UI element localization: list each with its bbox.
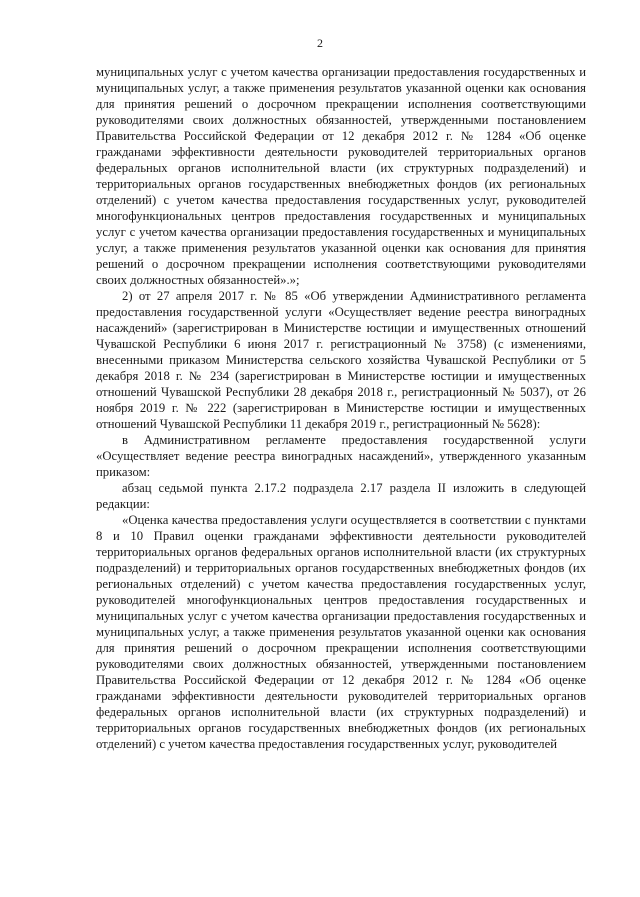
paragraph-order-85: 2) от 27 апреля 2017 г. № 85 «Об утверждении Административного регламента предоставления государственной услуги «Осуществляет ведение реестра виноградных насаждений» (зарегистрирован в Министерстве юстиции и имущественных отношений Чувашской Республики 6 июня 2017 г. регистрационный № 3758) (с изменениями, внесенными приказом Министерства сельского хозяйства Чувашской Республики от 5 декабря 2018 г. № 234 (зарегистрирован в Министерстве юстиции и имущественных отношений Чувашской Республики 28 декабря 2018 г., регистрационный № 5037), от 26 ноября 2019 г. № 222 (зарегистрирован в Министерстве юстиции и имущественных отношений Чувашской Республики 11 декабря 2019 г., регистрационный № 5628): — [96, 289, 586, 431]
paragraph-continuation: муниципальных услуг с учетом качества организации предоставления государственных и муниципальных услуг, а также применения результатов указанной оценки как основания для принятия решений о досрочном прекращении исполнения соответствующими руководителями своих должностных обязанностей, утвержденными постановлением Правительства Российской Федерации от 12 декабря 2012 г. № 1284 «Об оценке гражданами эффективности деятельности руководителей территориальных органов федеральных органов исполнительной власти (их структурных подразделений) и территориальных органов государственных внебюджетных фондов (их региональных отделений) с учетом качества предоставления государственных услуг, руководителей многофункциональных центров предоставления государственных и муниципальных услуг с учетом качества организации предоставления государственных и муниципальных услуг, а также применения результатов указанной оценки как основания для принятия решений о досрочном прекращении исполнения соответствующими руководителями своих должностных обязанностей».»; — [96, 65, 586, 287]
document-body — [96, 64, 586, 752]
page-number: 2 — [317, 36, 323, 50]
paragraph-new-wording: «Оценка качества предоставления услуги осуществляется в соответствии с пунктами 8 и 10 Правил оценки гражданами эффективности деятельности руководителей территориальных органов федеральных органов исполнительной власти (их структурных подразделений) и территориальных органов государственных внебюджетных фондов (их региональных отделений) с учетом качества предоставления государственных услуг, руководителей многофункциональных центров предоставления государственных и муниципальных услуг с учетом качества организации предоставления государственных и муниципальных услуг, а также применения результатов указанной оценки как основания для принятия решений о досрочном прекращении исполнения соответствующими руководителями своих должностных обязанностей, утвержденными постановлением Правительства Российской Федерации от 12 декабря 2012 г. № 1284 «Об оценке гражданами эффективности деятельности руководителей территориальных органов федеральных органов исполнительной власти (их структурных подразделений) и территориальных органов государственных внебюджетных фондов (их региональных отделений) с учетом качества предоставления государственных услуг, руководителей — [96, 513, 586, 751]
paragraph-regulation-intro: в Административном регламенте предоставления государственной услуги «Осуществляет ведение реестра виноградных насаждений», утвержденного указанным приказом: — [96, 433, 586, 479]
paragraph-amendment-instruction: абзац седьмой пункта 2.17.2 подраздела 2.17 раздела II изложить в следующей редакции: — [96, 481, 586, 511]
